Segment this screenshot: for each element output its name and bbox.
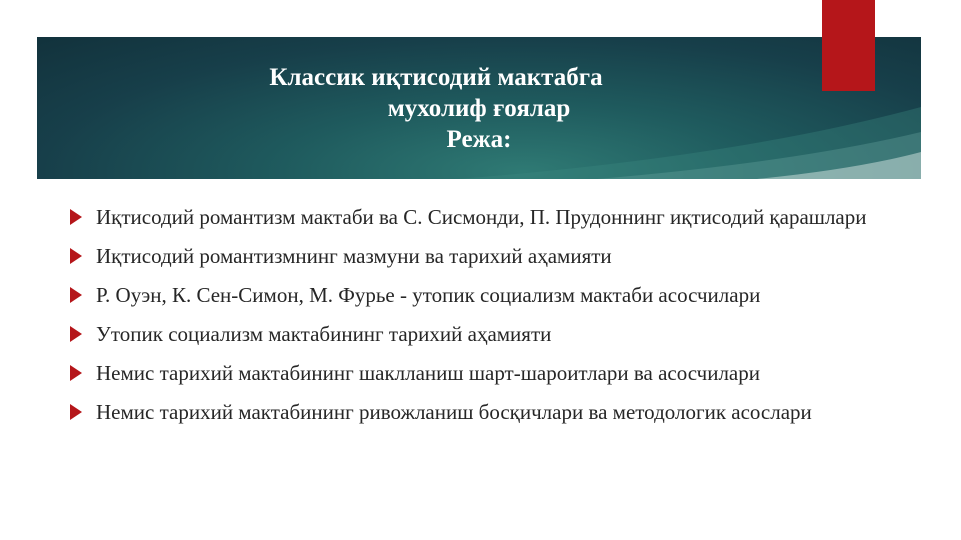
list-item	[70, 242, 900, 271]
triangle-bullet-icon	[70, 287, 82, 303]
list-item	[70, 203, 900, 232]
slide-title	[37, 62, 921, 155]
list-item	[70, 320, 900, 349]
bullet-text: Р. Оуэн, К. Сен-Симон, М. Фурье - утопик социализм мактаби асосчилари	[96, 283, 761, 307]
triangle-bullet-icon	[70, 404, 82, 420]
triangle-bullet-icon	[70, 248, 82, 264]
bullet-text: Немис тарихий мактабининг ривожланиш босқичлари ва методологик асослари	[96, 400, 812, 424]
triangle-bullet-icon	[70, 209, 82, 225]
bullet-text: Иқтисодий романтизм мактаби ва С. Сисмонди, П. Прудоннинг иқтисодий қарашлари	[96, 205, 867, 229]
list-item	[70, 359, 900, 388]
list-item	[70, 281, 900, 310]
bullet-text: Немис тарихий мактабининг шаклланиш шарт-шароитлари ва асосчилари	[96, 361, 760, 385]
bullet-text: Утопик социализм мактабининг тарихий аҳамияти	[96, 322, 552, 346]
bullet-text: Иқтисодий романтизмнинг мазмуни ва тарихий аҳамияти	[96, 244, 612, 268]
triangle-bullet-icon	[70, 326, 82, 342]
triangle-bullet-icon	[70, 365, 82, 381]
title-line-2: мухолиф ғоялар	[387, 95, 571, 122]
list-item	[70, 398, 900, 427]
title-line-1: Классик иқтисодий мактабга	[269, 64, 603, 91]
title-line-3: Режа:	[446, 126, 512, 153]
plan-bullet-list	[70, 203, 900, 437]
